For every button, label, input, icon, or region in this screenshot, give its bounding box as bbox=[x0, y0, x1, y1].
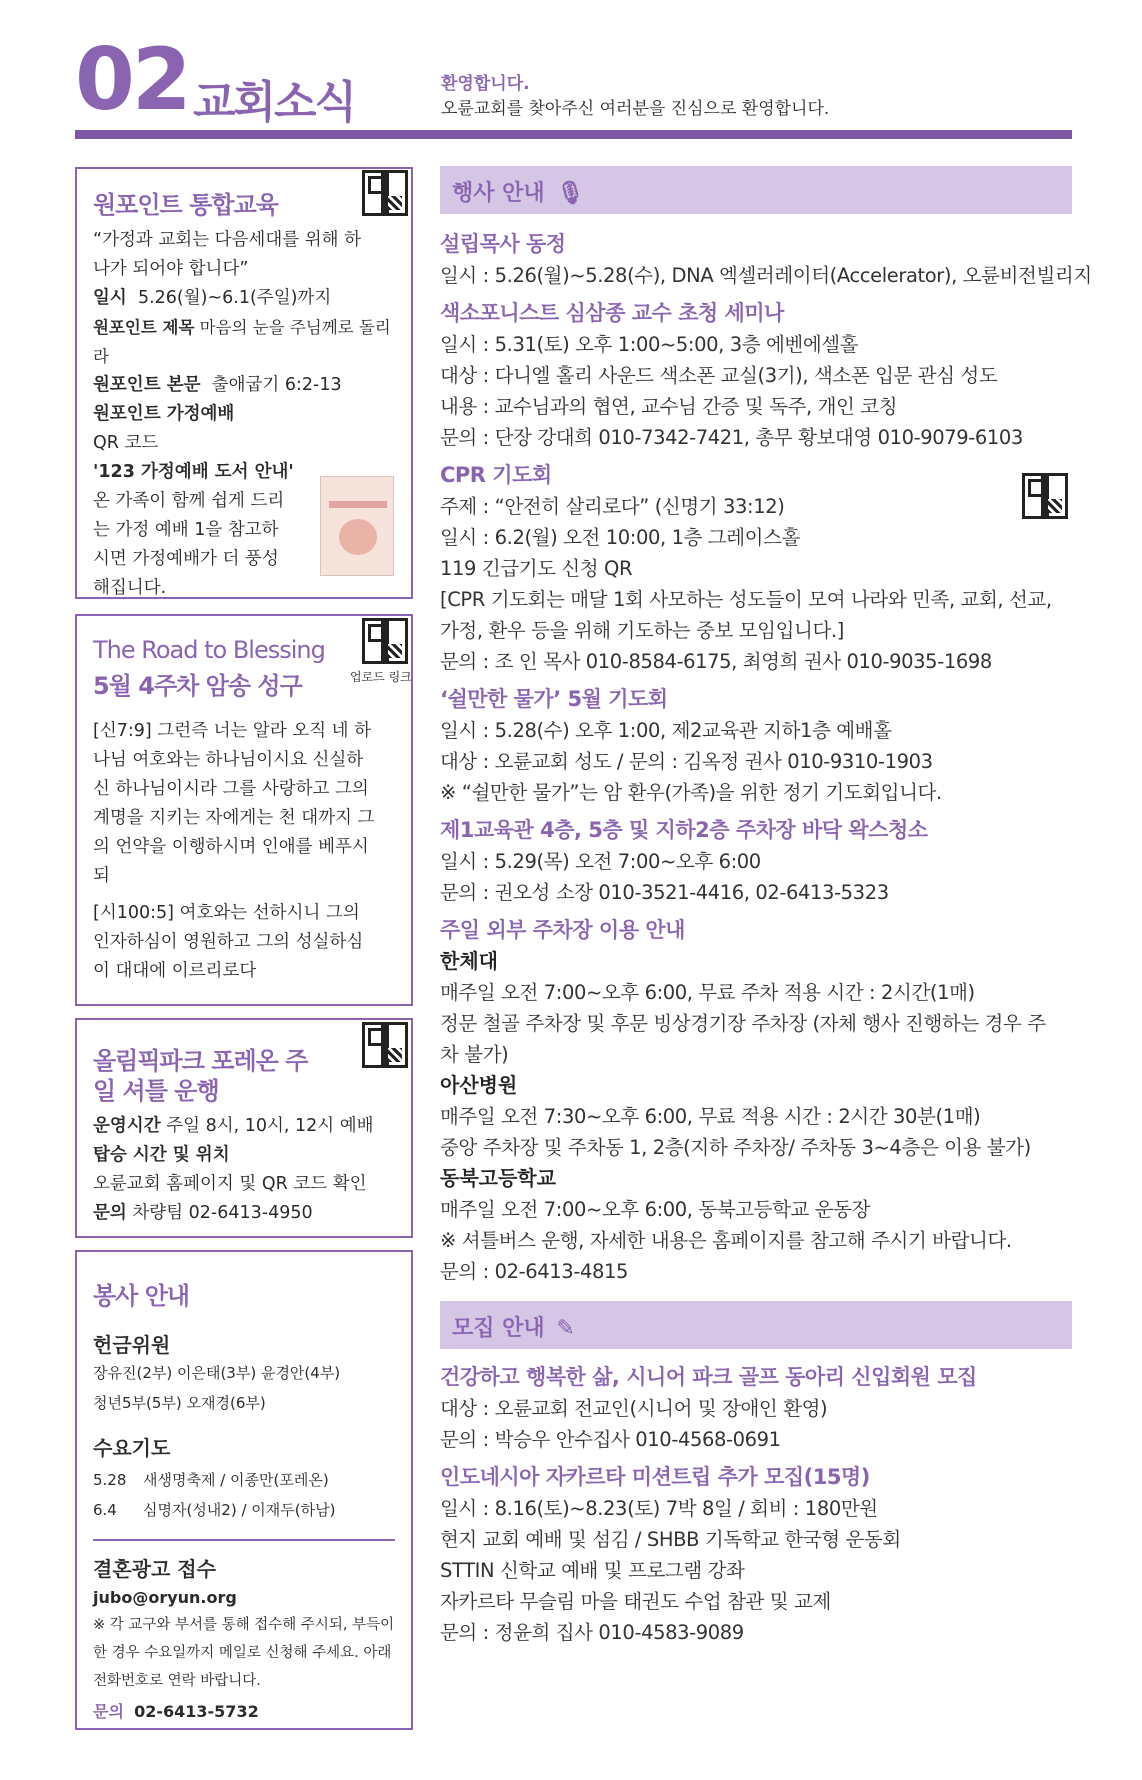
header-rule bbox=[75, 130, 1072, 139]
event-line: ※ “쉴만한 물가”는 암 환우(가족)을 위한 정기 기도회입니다. bbox=[440, 781, 942, 804]
recruit-title: 인도네시아 자카르타 미션트립 추가 모집(15명) bbox=[440, 1465, 870, 1489]
section-title: 교회소식 bbox=[193, 77, 356, 128]
event-line: 주제 : “안전히 살리로다” (신명기 33:12) bbox=[440, 495, 785, 518]
onepoint-subject: 원포인트 제목 마음의 눈을 주님께로 돌리라 bbox=[93, 318, 391, 366]
microphone-icon: 🎙 bbox=[556, 181, 585, 206]
onepoint-quote: “가정과 교회는 다음세대를 위해 하나가 되어야 합니다” bbox=[93, 230, 361, 279]
wednesday-row: 5.28 새생명축제 / 이종만(포레온) bbox=[93, 1471, 329, 1489]
event-line: 매주일 오전 7:30~오후 6:00, 무료 적용 시간 : 2시간 30분(1매) bbox=[440, 1105, 981, 1128]
page-header bbox=[75, 30, 1072, 136]
verse-text-2: [시100:5] 여호와는 선하시니 그의 인자하심이 영원하고 그의 성실하심이 대대에 이르리로다 bbox=[93, 903, 364, 981]
recruit-line: 문의 : 박승우 안수집사 010-4568-0691 bbox=[440, 1428, 781, 1451]
verse-title-ko: 5월 4주차 암송 성구 bbox=[93, 672, 302, 700]
wedding-email[interactable]: jubo@oryun.org bbox=[93, 1588, 237, 1607]
event-line: 문의 : 조 인 목사 010-8584-6175, 최영희 권사 010-9035-1698 bbox=[440, 650, 992, 673]
event-line: 문의 : 권오성 소장 010-3521-4416, 02-6413-5323 bbox=[440, 881, 889, 904]
event-line: 문의 : 단장 강대희 010-7342-7421, 총무 황보대영 010-9079-6103 bbox=[440, 426, 1023, 449]
event-line: 일시 : 5.29(목) 오전 7:00~오후 6:00 bbox=[440, 850, 761, 873]
recruit-bar bbox=[440, 1301, 1072, 1349]
book-guide-label: '123 가정예배 도서 안내' bbox=[93, 462, 294, 482]
wedding-contact: 문의 02-6413-5732 bbox=[93, 1702, 259, 1721]
verse-title-en: The Road to Blessing bbox=[93, 636, 325, 664]
event-line: 매주일 오전 7:00~오후 6:00, 무료 주차 적용 시간 : 2시간(1매) bbox=[440, 981, 975, 1004]
event-line: 일시 : 5.31(토) 오후 1:00~5:00, 3층 에벤에셀홀 bbox=[440, 333, 859, 356]
service-box bbox=[75, 1250, 413, 1730]
event-line: 대상 : 다니엘 홀리 사운드 색소폰 교실(3기), 색소폰 입문 관심 성도 bbox=[440, 364, 998, 387]
welcome-text: 오륜교회를 찾아주신 여러분을 진심으로 환영합니다. bbox=[441, 99, 830, 119]
wednesday-prayer-title: 수요기도 bbox=[93, 1436, 171, 1460]
shuttle-place-value: 오륜교회 홈페이지 및 QR 코드 확인 bbox=[93, 1174, 367, 1194]
main-content bbox=[440, 166, 1092, 1648]
offering-title: 헌금위원 bbox=[93, 1333, 171, 1357]
onepoint-title: 원포인트 통합교육 bbox=[93, 191, 278, 219]
welcome-message bbox=[441, 72, 829, 122]
event-line: 중앙 주차장 및 주차동 1, 2층(지하 주차장/ 주차동 3~4층은 이용 불가) bbox=[440, 1136, 1031, 1159]
event-line: [CPR 기도회는 매달 1회 사모하는 성도들이 모여 나라와 민족, 교회, 선교, 가정, 환우 등을 위해 기도하는 중보 모임입니다.] bbox=[440, 588, 1052, 642]
parking-location: 동북고등학교 bbox=[440, 1166, 556, 1190]
qr-code-icon[interactable] bbox=[362, 1022, 408, 1068]
event-line: 내용 : 교수님과의 협연, 교수님 간증 및 독주, 개인 코칭 bbox=[440, 395, 898, 418]
qr-caption: 업로드 링크 bbox=[350, 670, 412, 684]
shuttle-place-label: 탑승 시간 및 위치 bbox=[93, 1145, 230, 1165]
recruit-title: 건강하고 행복한 삶, 시니어 파크 골프 동아리 신입회원 모집 bbox=[440, 1365, 977, 1389]
shuttle-title: 올림픽파크 포레온 주일 셔틀 운행 bbox=[93, 1047, 308, 1105]
onepoint-text: 원포인트 본문 출애굽기 6:2-13 bbox=[93, 375, 342, 395]
shuttle-contact: 문의 차량팀 02-6413-4950 bbox=[93, 1203, 313, 1223]
events-bar-title: 행사 안내 bbox=[452, 181, 545, 206]
recruit-bar-title: 모집 안내 bbox=[452, 1316, 545, 1341]
event-title: 주일 외부 주차장 이용 안내 bbox=[440, 918, 685, 942]
event-line: 문의 : 02-6413-4815 bbox=[440, 1260, 628, 1283]
shuttle-time: 운영시간 주일 8시, 10시, 12시 예배 bbox=[93, 1116, 374, 1136]
onepoint-date: 일시 5.26(월)~6.1(주일)까지 bbox=[93, 288, 332, 308]
event-line: 일시 : 6.2(월) 오전 10:00, 1층 그레이스홀 bbox=[440, 526, 800, 549]
onepoint-worship: 원포인트 가정예배 bbox=[93, 404, 235, 424]
event-title: 제1교육관 4층, 5층 및 지하2층 주차장 바닥 왁스청소 bbox=[440, 818, 928, 842]
event-line: 일시 : 5.26(월)~5.28(수), DNA 엑셀러레이터(Accelerator), 오륜비전빌리지 bbox=[440, 264, 1092, 287]
recruit-line: 일시 : 8.16(토)~8.23(토) 7박 8일 / 회비 : 180만원 bbox=[440, 1497, 878, 1520]
recruit-line: 현지 교회 예배 및 섬김 / SHBB 기독학교 한국형 운동회 bbox=[440, 1528, 901, 1551]
event-title: 설립목사 동정 bbox=[440, 232, 566, 256]
wedding-ad-title: 결혼광고 접수 bbox=[93, 1557, 216, 1581]
qr-code-icon[interactable] bbox=[1022, 473, 1068, 519]
book-cover-image bbox=[320, 476, 394, 576]
offering-line-2: 청년5부(5부) 오재경(6부) bbox=[93, 1394, 266, 1412]
event-line: ※ 셔틀버스 운행, 자세한 내용은 홈페이지를 참고해 주시기 바랍니다. bbox=[440, 1229, 1012, 1252]
event-title: ‘쉴만한 물가’ 5월 기도회 bbox=[440, 687, 668, 711]
event-line: 매주일 오전 7:00~오후 6:00, 동북고등학교 운동장 bbox=[440, 1198, 871, 1221]
event-line: 대상 : 오륜교회 성도 / 문의 : 김옥정 권사 010-9310-1903 bbox=[440, 750, 933, 773]
parking-location: 아산병원 bbox=[440, 1073, 518, 1097]
event-title: CPR 기도회 bbox=[440, 463, 552, 487]
recruit-line: 자카르타 무슬림 마을 태권도 수업 참관 및 교제 bbox=[440, 1590, 831, 1613]
offering-line-1: 장유진(2부) 이은태(3부) 윤경안(4부) bbox=[93, 1364, 341, 1382]
event-line: 일시 : 5.28(수) 오후 1:00, 제2교육관 지하1층 예배홀 bbox=[440, 719, 892, 742]
recruit-line: 문의 : 정윤희 집사 010-4583-9089 bbox=[440, 1621, 744, 1644]
events-bar bbox=[440, 166, 1072, 214]
qr-code-icon[interactable] bbox=[362, 170, 408, 216]
event-line: 119 긴급기도 신청 QR bbox=[440, 557, 633, 580]
recruit-line: STTIN 신학교 예배 및 프로그램 강좌 bbox=[440, 1559, 745, 1582]
wedding-note: ※ 각 교구와 부서를 통해 접수해 주시되, 부득이한 경우 수요일까지 메일로 신청해 주세요. 아래 전화번호로 연락 바랍니다. bbox=[93, 1617, 395, 1689]
event-line: 정문 철골 주차장 및 후문 빙상경기장 주차장 (자체 행사 진행하는 경우 주차 불가) bbox=[440, 1012, 1046, 1066]
service-title: 봉사 안내 bbox=[93, 1282, 190, 1310]
pencil-note-icon: ✎ bbox=[556, 1316, 575, 1341]
divider bbox=[93, 1539, 395, 1541]
recruit-line: 대상 : 오륜교회 전교인(시니어 및 장애인 환영) bbox=[440, 1397, 828, 1420]
verse-text-1: [신7:9] 그런즉 너는 알라 오직 네 하나님 여호와는 하나님이시요 신실하신 하나님이시라 그를 사랑하고 그의 계명을 지키는 자에게는 천 대까지 그의 언약을 이행하시며 인애를 베푸시되 bbox=[93, 721, 375, 886]
wednesday-row: 6.4 심명자(성내2) / 이재두(하남) bbox=[93, 1501, 336, 1519]
section-number: 02 bbox=[75, 30, 189, 130]
qr-code-icon[interactable] bbox=[362, 618, 408, 664]
welcome-heading: 환영합니다. bbox=[441, 74, 530, 94]
onepoint-qr-label: QR 코드 bbox=[93, 433, 159, 453]
event-title: 색소포니스트 심삼종 교수 초청 세미나 bbox=[440, 301, 784, 325]
parking-location: 한체대 bbox=[440, 949, 498, 973]
book-guide-desc: 온 가족이 함께 쉽게 드리는 가정 예배 1을 참고하시면 가정예배가 더 풍성해집니다. bbox=[93, 491, 285, 598]
